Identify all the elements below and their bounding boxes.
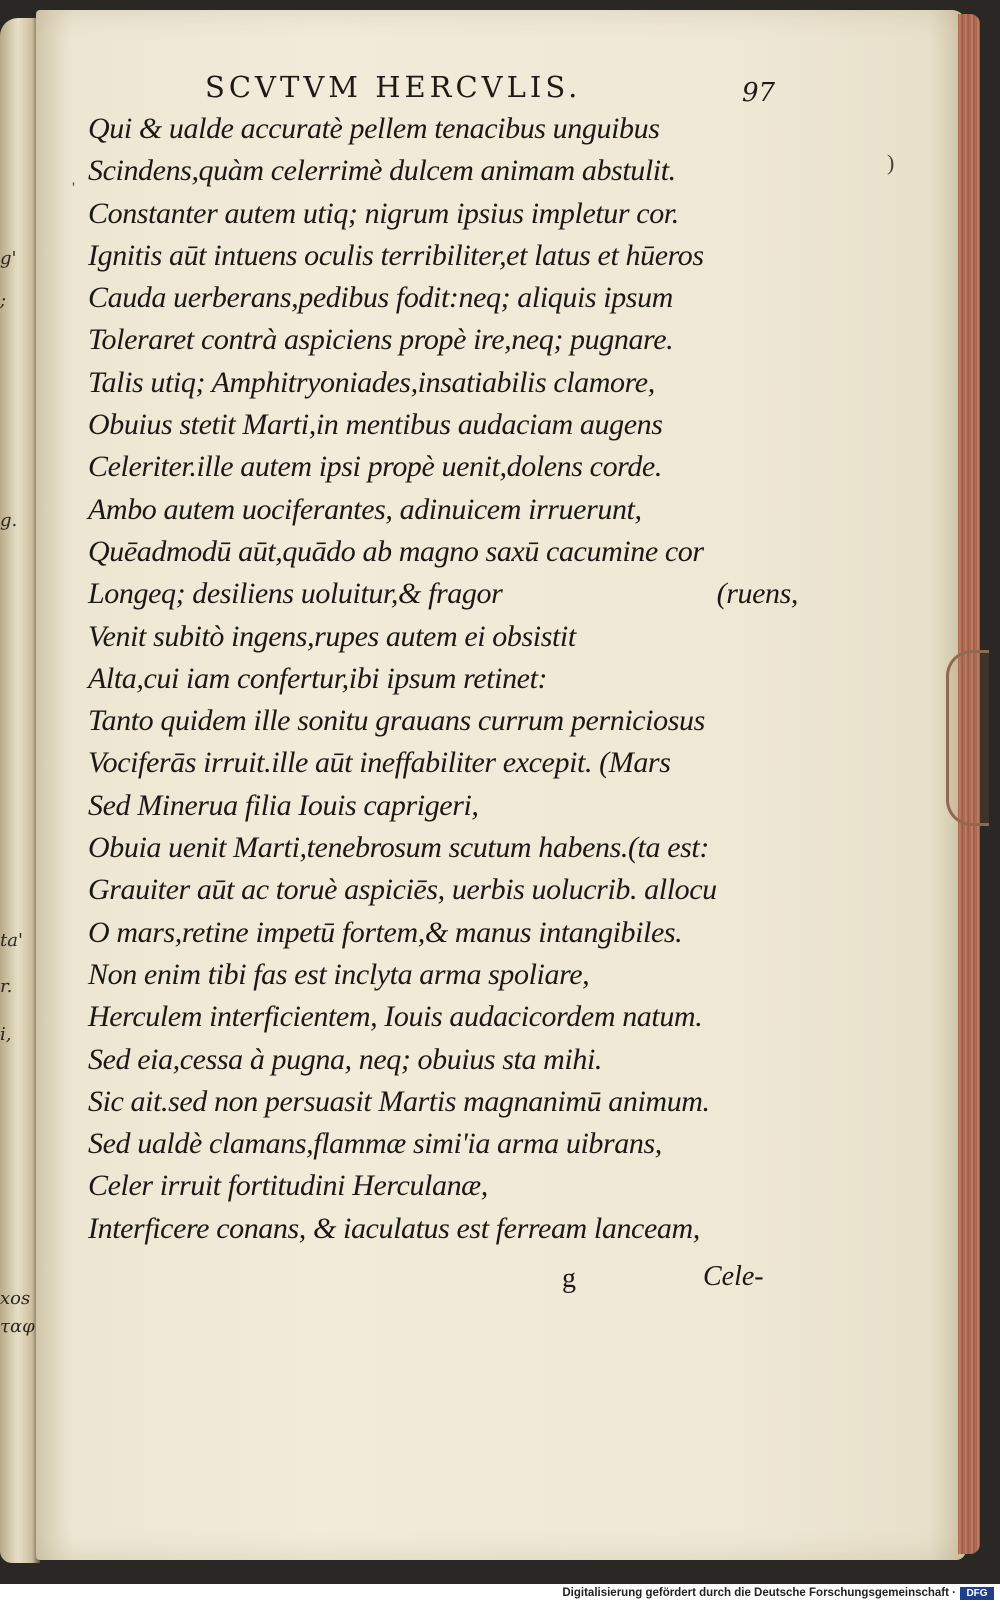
verse-line (88, 616, 798, 658)
funding-notice: Digitalisierung gefördert durch die Deutsche Forschungsgemeinschaft · (562, 1587, 956, 1599)
verse-line (88, 362, 798, 404)
verse-line (88, 1123, 798, 1165)
verse-line (88, 700, 798, 742)
verse-line-text: Interficere conans, & iaculatus est ferream lanceam, (88, 1211, 700, 1245)
verse-line-text: Sed Minerua filia Iouis caprigeri, (88, 788, 479, 822)
verse-line (88, 742, 798, 784)
verse-line-text: Obuia uenit Marti,tenebrosum scutum habens.(ta est: (88, 831, 709, 865)
facing-page-fragment: ta' (0, 930, 23, 951)
page-number: 97 (742, 78, 776, 108)
running-head: SCVTVM HERCVLIS. (205, 70, 582, 104)
verse-line-text: Cauda uerberans,pedibus fodit:neq; aliquis ipsum (88, 281, 673, 315)
verse-line (88, 573, 798, 615)
verse-line-text: Tanto quidem ille sonitu grauans currum perniciosus (88, 704, 705, 738)
verse-line-text: Constanter autem utiq; nigrum ipsius impletur cor. (88, 196, 679, 230)
verse-line (88, 996, 798, 1038)
verse-line (88, 785, 798, 827)
verse-line-text: Grauiter aūt ac toruè aspiciēs, uerbis uolucrib. allocu (88, 873, 717, 907)
verse-line-text: Celer irruit fortitudini Herculanæ, (88, 1169, 488, 1203)
verse-line (88, 531, 798, 573)
verse-line (88, 1039, 798, 1081)
verse-line-text: Alta,cui iam confertur,ibi ipsum retinet: (88, 661, 548, 695)
verse-line (88, 827, 798, 869)
verse-line-text: Sed eia,cessa à pugna, neq; obuius sta mihi. (88, 1042, 603, 1076)
verse-line (88, 150, 798, 192)
footer-bar (0, 1584, 1000, 1604)
verse-line-text: Quēadmodū aūt,quādo ab magno saxū cacumine cor (88, 534, 704, 568)
verse-line (88, 277, 798, 319)
verse-line-text: Toleraret contrà aspiciens propè ire,neq; pugnare. (88, 323, 674, 357)
dfg-logo: DFG (960, 1587, 994, 1600)
verse-line-text: Celeriter.ille autem ipsi propè uenit,dolens corde. (88, 450, 662, 484)
verse-line-text: Ambo autem uociferantes, adinuicem irruerunt, (88, 492, 642, 526)
verse-line-text: O mars,retine impetū fortem,& manus intangibiles. (88, 915, 683, 949)
verse-line-text: Sic ait.sed non persuasit Martis magnanimū animum. (88, 1084, 710, 1118)
verse-line-text: Venit subitò ingens,rupes autem ei obsistit (88, 619, 576, 653)
verse-line (88, 869, 798, 911)
verse-line (88, 489, 798, 531)
verse-line-text: Vociferās irruit.ille aūt ineffabiliter excepit. (Mars (88, 746, 671, 780)
facing-page-fragment: g' (0, 248, 17, 269)
verse-line (88, 1208, 798, 1250)
verse-line-text: Ignitis aūt intuens oculis terribiliter,et latus et hūeros (88, 238, 704, 272)
facing-page-fragment: i, (0, 1024, 12, 1045)
signature-mark: g (562, 1263, 576, 1294)
verse-line-text: Sed ualdè clamans,flammæ simi'ia arma uibrans, (88, 1127, 662, 1161)
stray-mark: ' (72, 180, 75, 197)
verse-text (88, 108, 798, 1250)
stray-mark: ) (887, 150, 895, 175)
clasp-mark (946, 650, 989, 826)
facing-page-fragment: ; (0, 290, 7, 311)
verse-line-text: Qui & ualde accuratè pellem tenacibus unguibus (88, 112, 660, 145)
verse-line-text: Talis utiq; Amphitryoniades,insatiabilis clamore, (88, 365, 655, 399)
verse-line (88, 193, 798, 235)
facing-page-fragment: g. (0, 510, 18, 531)
facing-page-fragment: ταφ (0, 1316, 35, 1337)
verse-line (88, 954, 798, 996)
verse-line-continuation: (ruens, (716, 577, 798, 611)
verse-line (88, 446, 798, 488)
verse-line-text: Longeq; desiliens uoluitur,& fragor (88, 577, 503, 611)
facing-page-fragment: r. (0, 976, 13, 997)
verse-line (88, 108, 798, 150)
verse-line (88, 235, 798, 277)
catchword: Cele- (703, 1261, 764, 1292)
verse-line (88, 319, 798, 361)
facing-page-fragment: xos (0, 1288, 31, 1309)
verse-line (88, 404, 798, 446)
verse-line-text: Non enim tibi fas est inclyta arma spoliare, (88, 957, 590, 991)
verse-line-text: Obuius stetit Marti,in mentibus audaciam augens (88, 408, 663, 442)
verse-line (88, 658, 798, 700)
verse-line (88, 912, 798, 954)
verse-line-text: Herculem interficientem, Iouis audacicordem natum. (88, 1000, 703, 1034)
verse-line (88, 1165, 798, 1207)
verse-line-text: Scindens,quàm celerrimè dulcem animam abstulit. (88, 154, 676, 188)
verse-line (88, 1081, 798, 1123)
